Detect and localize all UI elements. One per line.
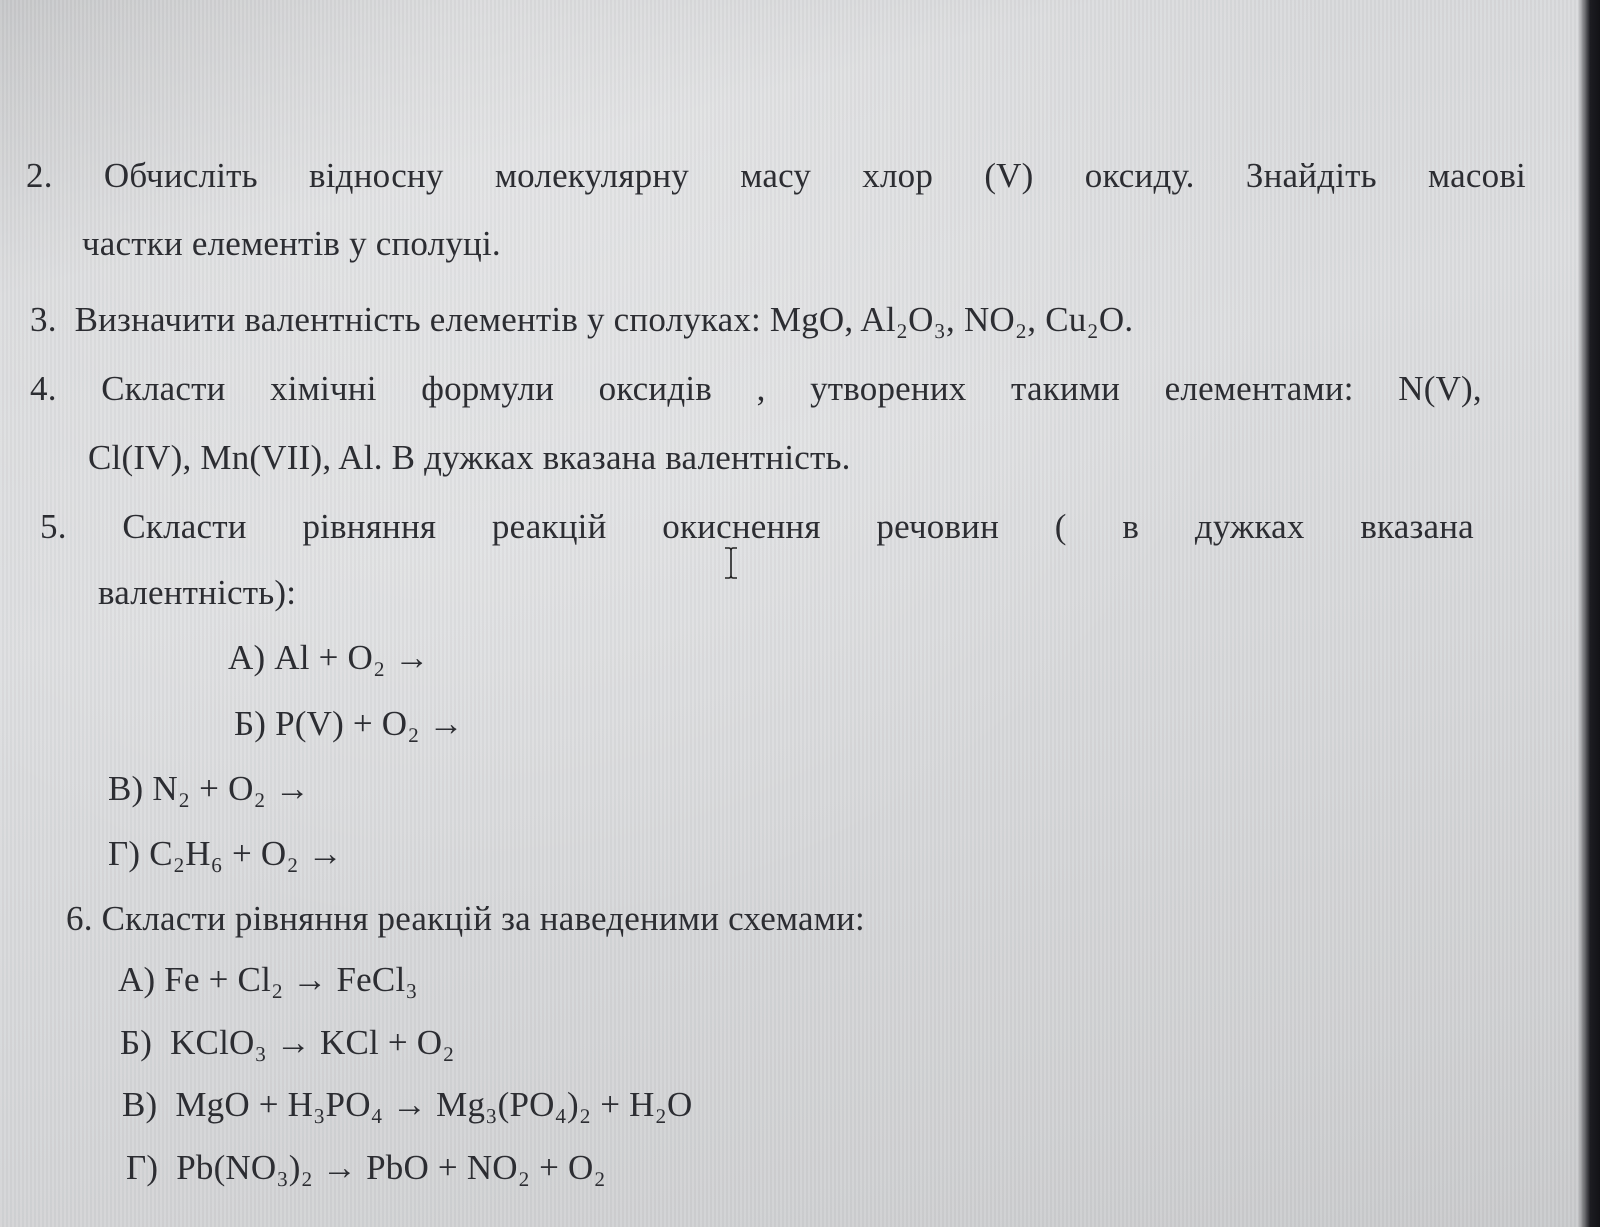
task-6-item-a: [118, 962, 418, 997]
task-5-word: вказана: [1360, 507, 1474, 546]
task-3-text: Визначити валентність елементів у сполуках: MgO, Al₂O₃, NO₂, Cu₂O.: [74, 300, 1134, 339]
task-2-word: молекулярну: [494, 156, 689, 195]
task-6-number: 6.: [66, 899, 93, 938]
task-2-number: 2.: [26, 156, 53, 195]
task-2-word: (V): [984, 156, 1034, 195]
equation: N₂ + O₂ →: [152, 769, 311, 808]
task-4-word: утворених: [810, 369, 967, 408]
task-4-line-2: Cl(IV), Mn(VII), Al. В дужках вказана валентність.: [88, 438, 851, 477]
task-2-word: хлор: [862, 156, 934, 195]
task-4-word: такими: [1011, 369, 1121, 408]
equation: KClO₃ → KCl + O₂: [170, 1023, 455, 1062]
task-2-line-2: частки елементів у сполуці.: [82, 224, 501, 263]
text-cursor-icon: [724, 547, 738, 579]
task-5-line-2: валентність):: [98, 573, 297, 612]
task-2-word: відносну: [309, 156, 444, 195]
task-3-number: 3.: [30, 300, 57, 339]
task-4-number: 4.: [30, 369, 57, 408]
task-4-word: хімічні: [270, 369, 377, 408]
task-4-word: ,: [756, 369, 766, 408]
task-6-item-g: [126, 1150, 606, 1185]
task-5-word: окиснення: [662, 507, 821, 546]
task-4-word: формули: [421, 369, 555, 408]
task-6-item-b: [120, 1025, 455, 1060]
task-5-word: рівняння: [302, 507, 437, 546]
task-2-word: оксиду.: [1084, 156, 1195, 195]
task-5-word: Скласти: [122, 507, 247, 546]
task-4-word: Скласти: [101, 369, 226, 408]
task-5-item-b: [234, 706, 464, 741]
item-label: Г): [108, 834, 141, 873]
item-label: А): [118, 960, 156, 999]
task-5-word: в: [1122, 507, 1140, 546]
task-2-word: масові: [1428, 156, 1526, 195]
task-5-word: реакцій: [491, 507, 607, 546]
monitor-bezel: [1578, 0, 1600, 1227]
task-5-word: (: [1054, 507, 1067, 546]
task-4-word: N(V),: [1398, 369, 1482, 408]
equation: Al + O₂ →: [274, 638, 430, 677]
task-6-item-v: [122, 1087, 692, 1122]
task-6-line: [66, 901, 865, 936]
task-2-word: Обчисліть: [103, 156, 258, 195]
task-4-word: елементами:: [1164, 369, 1354, 408]
task-5-item-g: [108, 836, 343, 871]
item-label: Б): [234, 704, 267, 743]
equation: MgO + H₃PO₄ → Mg₃(PO₄)₂ + H₂O: [175, 1085, 693, 1124]
task-5-word: речовин: [876, 507, 1000, 546]
item-label: Г): [126, 1148, 159, 1187]
task-5-number: 5.: [40, 507, 67, 546]
task-2-word: масу: [740, 156, 812, 195]
task-4-word: оксидів: [598, 369, 712, 408]
item-label: В): [122, 1085, 158, 1124]
equation: P(V) + O₂ →: [275, 704, 464, 743]
task-5-item-v: [108, 771, 310, 806]
equation: Pb(NO₃)₂ → PbO + NO₂ + O₂: [176, 1148, 606, 1187]
task-5-line-1: [40, 509, 1474, 544]
task-5-item-a: [228, 640, 430, 675]
equation: C₂H₆ + O₂ →: [149, 834, 343, 873]
task-5-word: дужках: [1194, 507, 1305, 546]
task-2-line-1: [26, 158, 1526, 193]
item-label: Б): [120, 1023, 153, 1062]
task-6-text: Скласти рівняння реакцій за наведеними схемами:: [101, 899, 865, 938]
task-2-word: Знайдіть: [1245, 156, 1377, 195]
task-4-line-1: [30, 371, 1482, 406]
task-3-line: [30, 302, 1133, 337]
item-label: В): [108, 769, 144, 808]
item-label: А): [228, 638, 266, 677]
equation: Fe + Cl₂ → FeCl₃: [164, 960, 418, 999]
